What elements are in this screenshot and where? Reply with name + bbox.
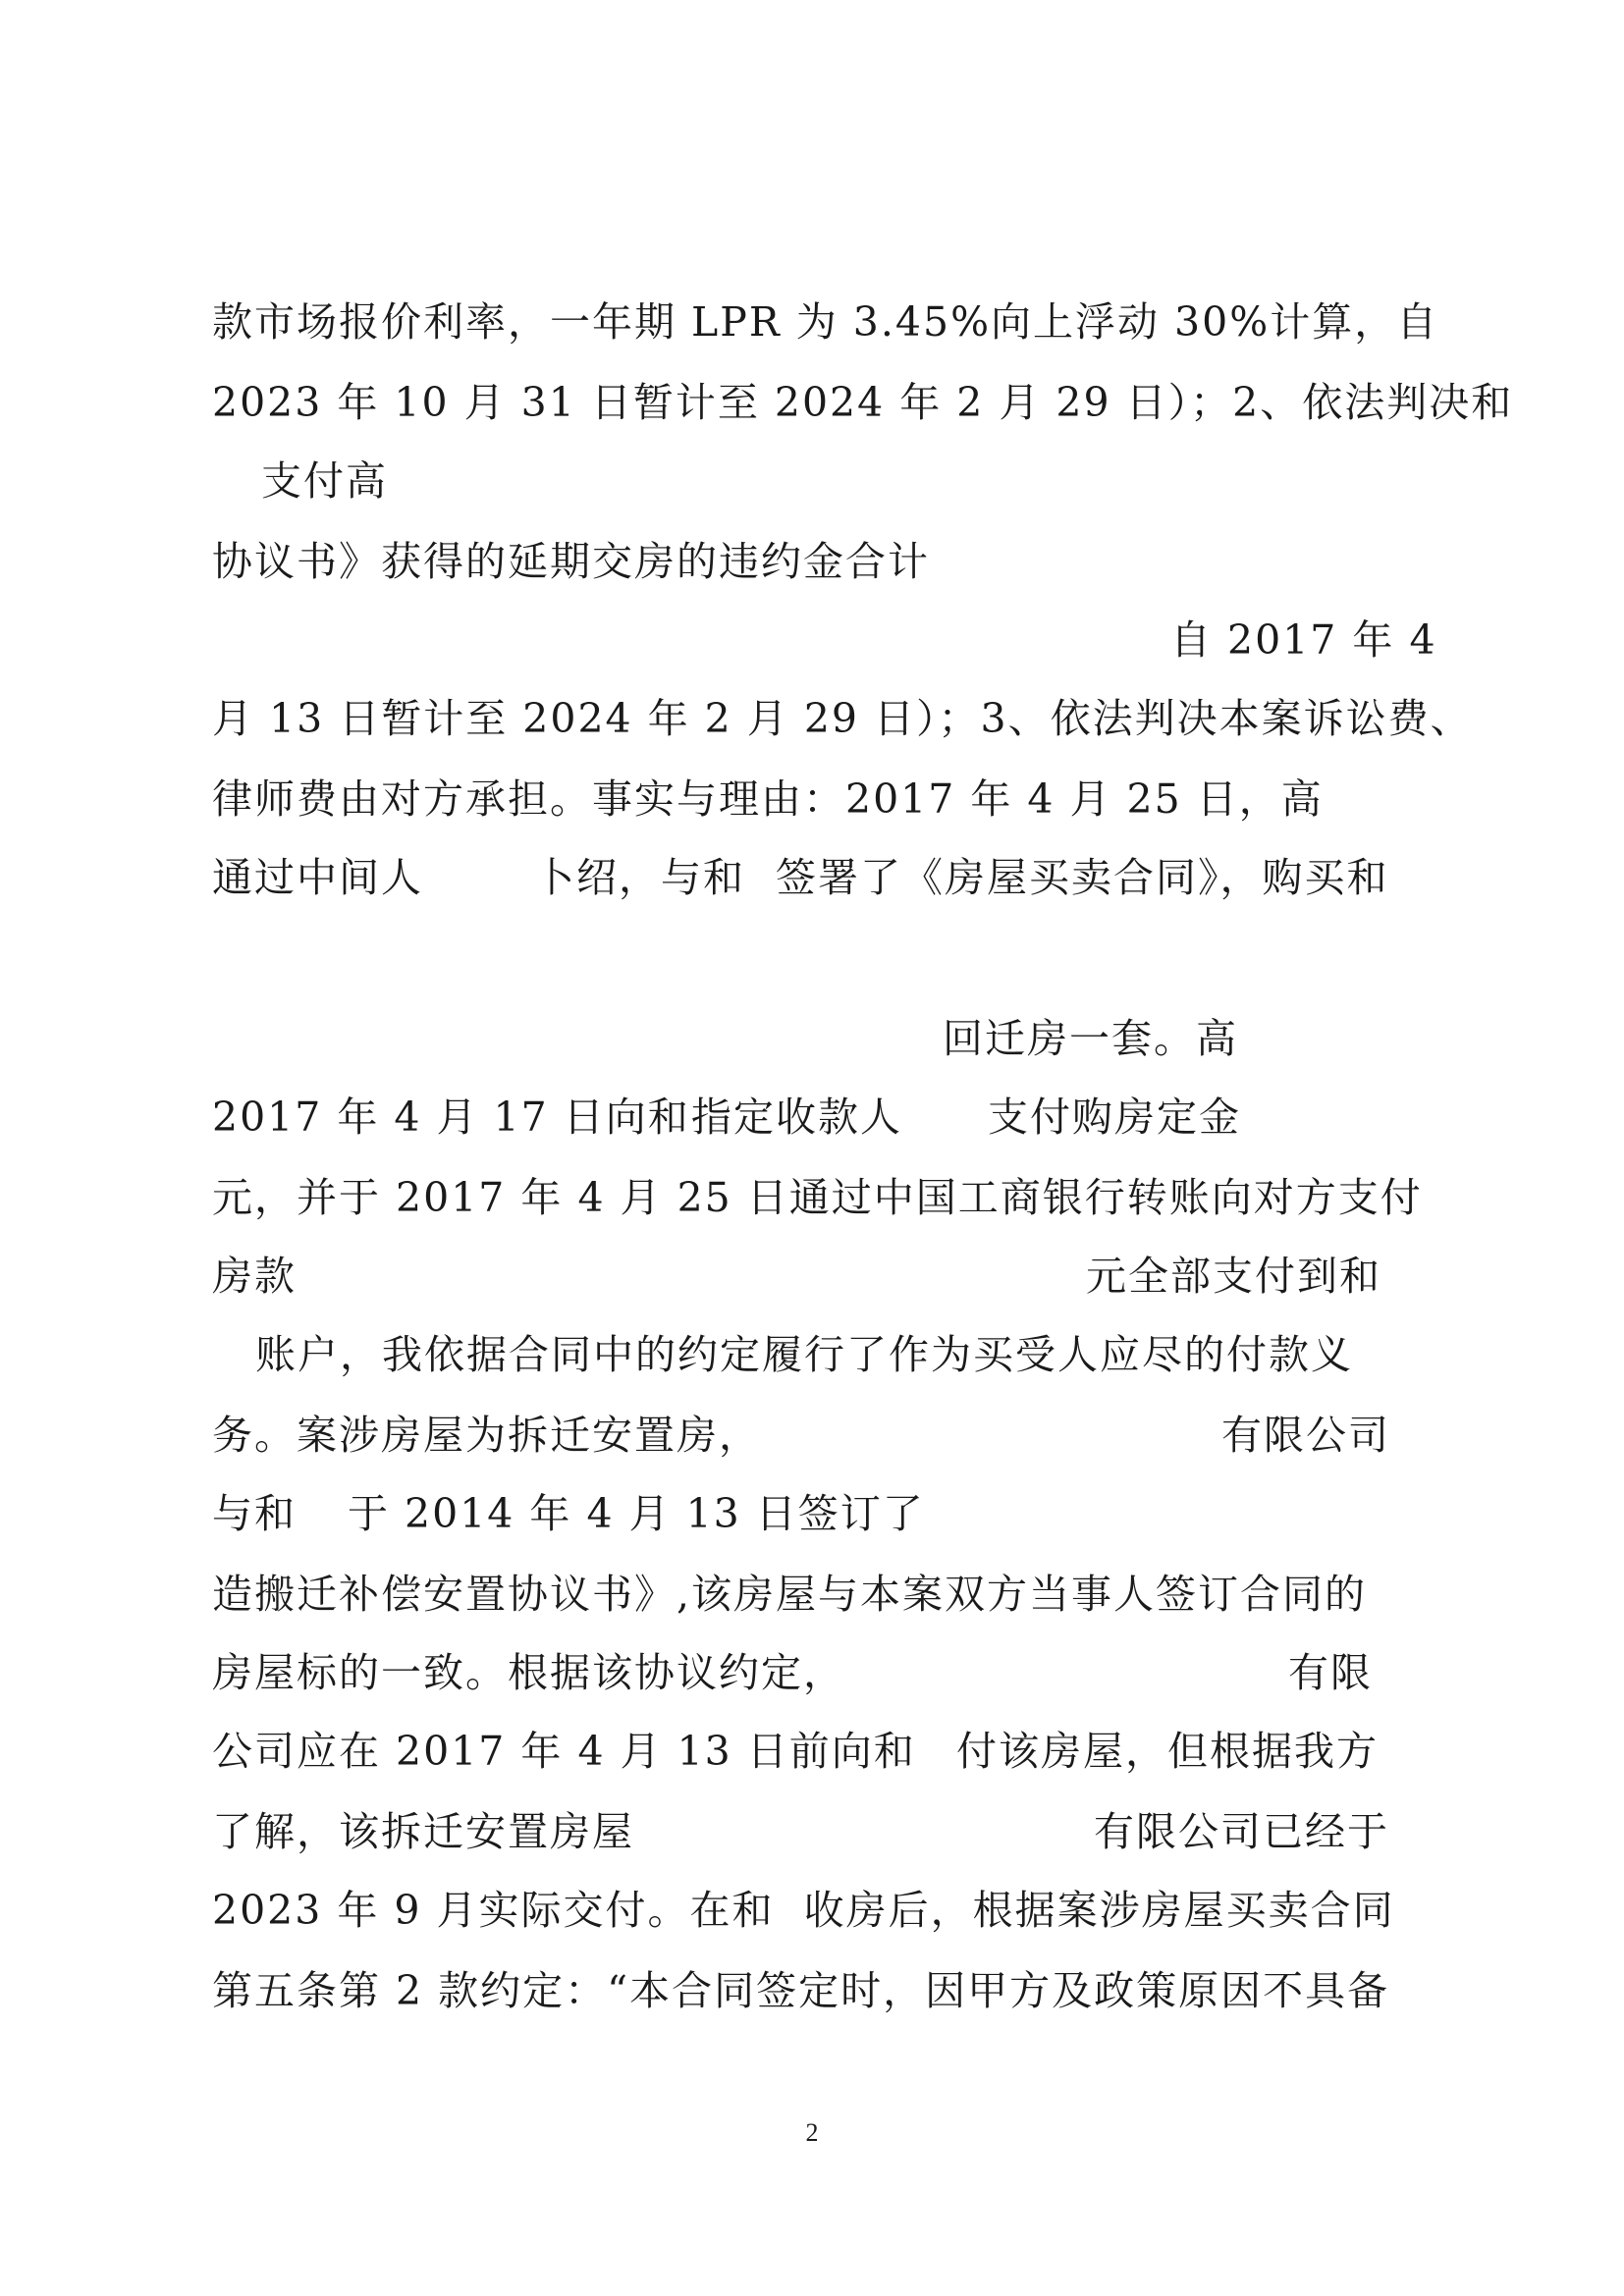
line-text: 房屋标的一致。根据该协议约定， [212, 1649, 845, 1696]
line-text: 了解，该拆迁安置房屋 [212, 1808, 634, 1855]
line-text: 卜绍，与和 [534, 854, 745, 901]
line-text: 元全部支付到和 [1086, 1253, 1381, 1300]
line-text: 账户，我依据合同中的约定履行了作为买受人应尽的付款义 [255, 1331, 1353, 1378]
line-text: 2023 年 9 月实际交付。在和 收房后，根据案涉房屋买卖合同 [212, 1887, 1395, 1934]
line-text: 签署了《房屋买卖合同》，购买和 [776, 854, 1389, 901]
line-text: 协议书》获得的延期交房的违约金合计 [212, 538, 930, 585]
line-text: 有限 [1288, 1649, 1373, 1696]
line-text: 房款 [212, 1253, 297, 1300]
line-text: 造搬迁补偿安置协议书》,该房屋与本案双方当事人签订合同的 [212, 1571, 1368, 1618]
line-text: 元，并于 2017 年 4 月 25 日通过中国工商银行转账向对方支付 [212, 1174, 1423, 1221]
line-text: 公司应在 2017 年 4 月 13 日前向和 [212, 1728, 916, 1775]
line-text: 2023 年 10 月 31 日暂计至 2024 年 2 月 29 日）；2、依法判决和 [212, 379, 1514, 426]
line-text: 2017 年 4 月 17 日向和 [212, 1094, 690, 1141]
line-text: 支付购房定金 [988, 1094, 1241, 1141]
line-text: 支付高 [261, 457, 388, 505]
line-text: 通过中间人 [212, 854, 423, 901]
line-text: 款市场报价利率，一年期 LPR 为 3.45%向上浮动 30%计算，自 [212, 298, 1439, 346]
line-text: 自 2017 年 4 [1170, 616, 1437, 664]
line-text: 付该房屋，但根据我方 [956, 1728, 1379, 1775]
line-text: 务。案涉房屋为拆迁安置房， [212, 1412, 761, 1459]
line-text: 第五条第 2 款约定：“本合同签定时，因甲方及政策原因不具备 [212, 1967, 1390, 2014]
line-text: 有限公司已经于 [1094, 1808, 1389, 1855]
line-text: 有限公司 [1221, 1412, 1390, 1459]
page-number: 2 [805, 2118, 819, 2147]
line-text: 月 13 日暂计至 2024 年 2 月 29 日）；3、依法判决本案诉讼费、 [212, 695, 1473, 742]
line-text: 与和 [212, 1490, 297, 1537]
text-line [212, 850, 1400, 1125]
line-text: 律师费由对方承担。事实与理由：2017 年 4 月 25 日，高 [212, 775, 1324, 823]
line-text: 指定收款人 [691, 1094, 902, 1141]
line-text: 回迁房一套。高 [943, 1015, 1238, 1062]
line-text: 于 2014 年 4 月 13 日签订了 [348, 1490, 925, 1537]
